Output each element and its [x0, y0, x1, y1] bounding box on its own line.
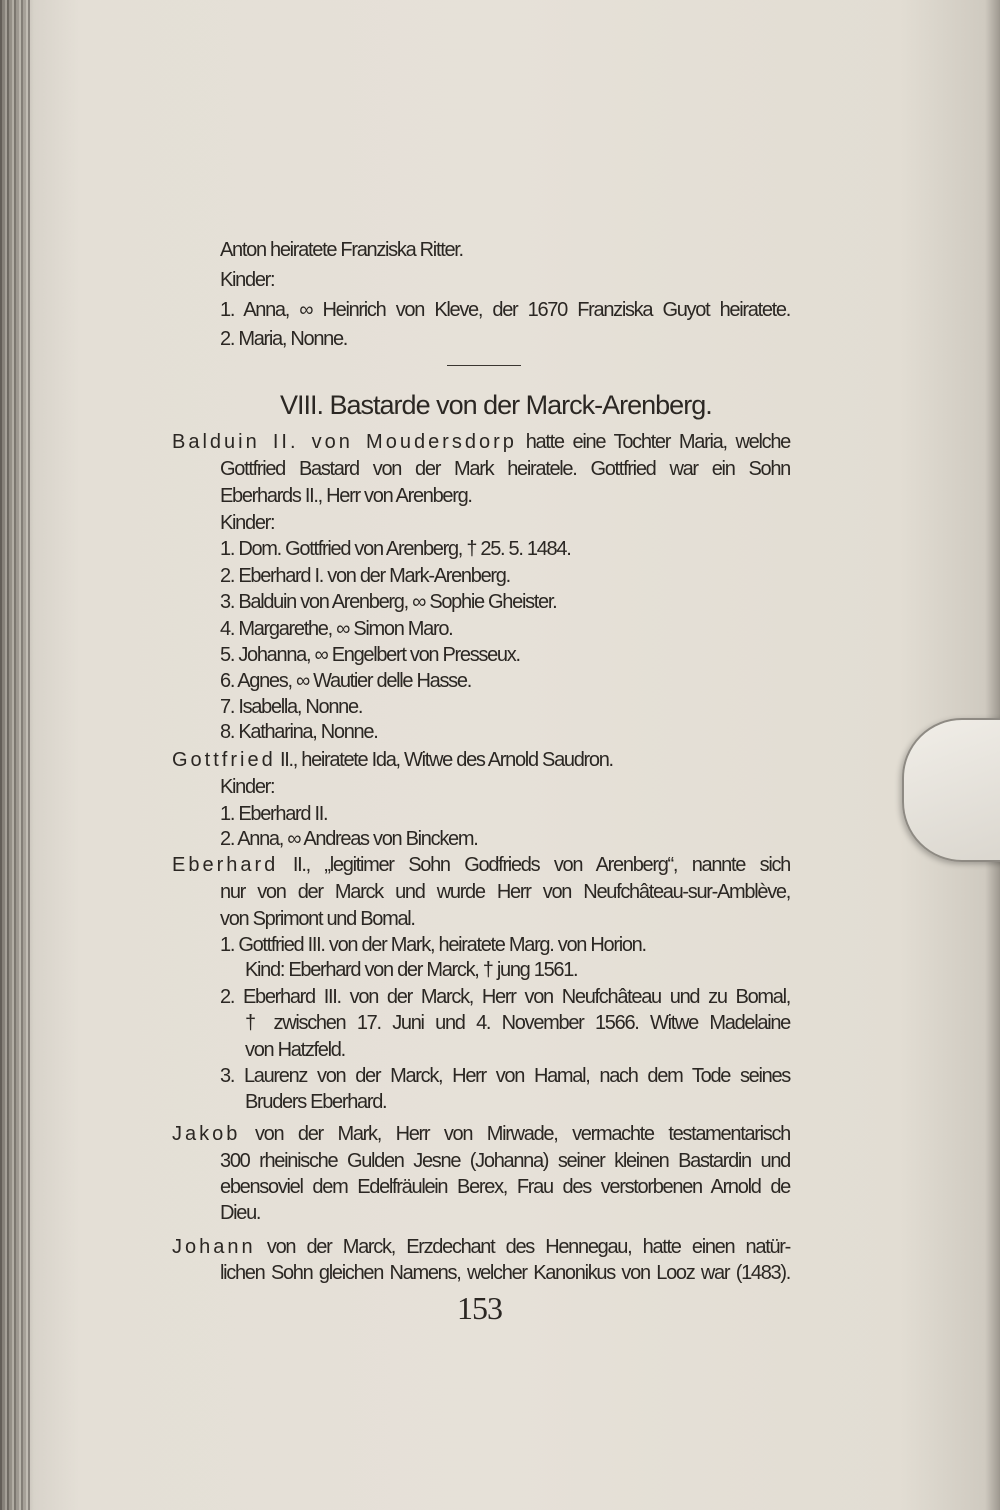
entry-name: Gottfried: [172, 749, 276, 771]
entry-eberhard: [172, 853, 790, 877]
list-item: 5. Johanna, ∞ Engelbert von Presseux.: [220, 644, 520, 666]
entry-name: Johann: [172, 1236, 256, 1258]
list-item: 7. Isabella, Nonne.: [220, 696, 363, 718]
page-clip: [902, 718, 1000, 862]
text-line: von Sprimont und Bomal.: [220, 908, 415, 930]
text-line: ebensoviel dem Edelfräulein Berex, Frau des verstorbenen Arnold de: [220, 1176, 790, 1198]
text-line: Gottfried Bastard von der Mark heiratele. Gottfried war ein Sohn: [220, 458, 790, 480]
text-line: 2. Maria, Nonne.: [220, 328, 348, 350]
text-line: Kinder:: [220, 269, 275, 291]
text-line: Anton heiratete Franziska Ritter.: [220, 239, 463, 261]
list-item: 4. Margarethe, ∞ Simon Maro.: [220, 618, 453, 640]
list-item: 1. Gottfried III. von der Mark, heiratete Marg. von Horion.: [220, 934, 646, 956]
list-item: 8. Katharina, Nonne.: [220, 721, 378, 743]
text-line: Kind: Eberhard von der Marck, † jung 1561.: [245, 959, 578, 981]
text-line: Eberhards II., Herr von Arenberg.: [220, 485, 472, 507]
list-item: 2. Anna, ∞ Andreas von Binckem.: [220, 828, 478, 850]
entry-name: Balduin II. von Moudersdorp: [172, 431, 517, 453]
list-item: 1. Eberhard II.: [220, 803, 328, 825]
section-divider: [447, 365, 521, 366]
text-line: Bruders Eberhard.: [245, 1091, 387, 1113]
entry-name: Eberhard: [172, 854, 279, 876]
entry-johann: [172, 1235, 790, 1259]
page-number: 153: [457, 1290, 502, 1326]
text: II., heiratete Ida, Witwe des Arnold Saudron.: [279, 749, 613, 771]
text-line: 1. Anna, ∞ Heinrich von Kleve, der 1670 Franziska Guyot heiratete.: [220, 299, 790, 321]
text-line: Kinder:: [220, 776, 275, 798]
text-line: lichen Sohn gleichen Namens, welcher Kanonikus von Looz war (1483).: [220, 1262, 790, 1284]
list-item: 6. Agnes, ∞ Wautier delle Hasse.: [220, 670, 471, 692]
section-title: VIII. Bastarde von der Marck-Arenberg.: [280, 390, 712, 420]
entry-name: Jakob: [172, 1123, 241, 1145]
text: von der Mark, Herr von Mirwade, vermachte testamentarisch: [254, 1123, 790, 1145]
entry-gottfried: [172, 748, 613, 772]
entry-jakob: [172, 1122, 790, 1146]
text-line: Dieu.: [220, 1202, 261, 1224]
text: von der Marck, Erzdechant des Hennegau, hatte einen natür-: [266, 1236, 790, 1258]
entry-balduin: [172, 430, 790, 454]
list-item: 3. Balduin von Arenberg, ∞ Sophie Gheister.: [220, 591, 557, 613]
text-line: nur von der Marck und wurde Herr von Neufchâteau-sur-Amblève,: [220, 881, 790, 903]
text-line: 300 rheinische Gulden Jesne (Johanna) seiner kleinen Bastardin und: [220, 1150, 790, 1172]
list-item: 1. Dom. Gottfried von Arenberg, † 25. 5. 1484.: [220, 538, 571, 560]
text: II., „legitimer Sohn Godfrieds von Arenberg“, nannte sich: [292, 854, 790, 876]
list-item: 2. Eberhard III. von der Marck, Herr von Neufchâteau und zu Bomal,: [220, 986, 790, 1008]
text-line: † zwischen 17. Juni und 4. November 1566. Witwe Madelaine: [245, 1012, 790, 1034]
text-line: Kinder:: [220, 512, 275, 534]
list-item: 3. Laurenz von der Marck, Herr von Hamal, nach dem Tode seines: [220, 1065, 790, 1087]
book-binding: [0, 0, 30, 1510]
text-line: von Hatzfeld.: [245, 1039, 345, 1061]
text: hatte eine Tochter Maria, welche: [525, 431, 790, 453]
list-item: 2. Eberhard I. von der Mark-Arenberg.: [220, 565, 510, 587]
